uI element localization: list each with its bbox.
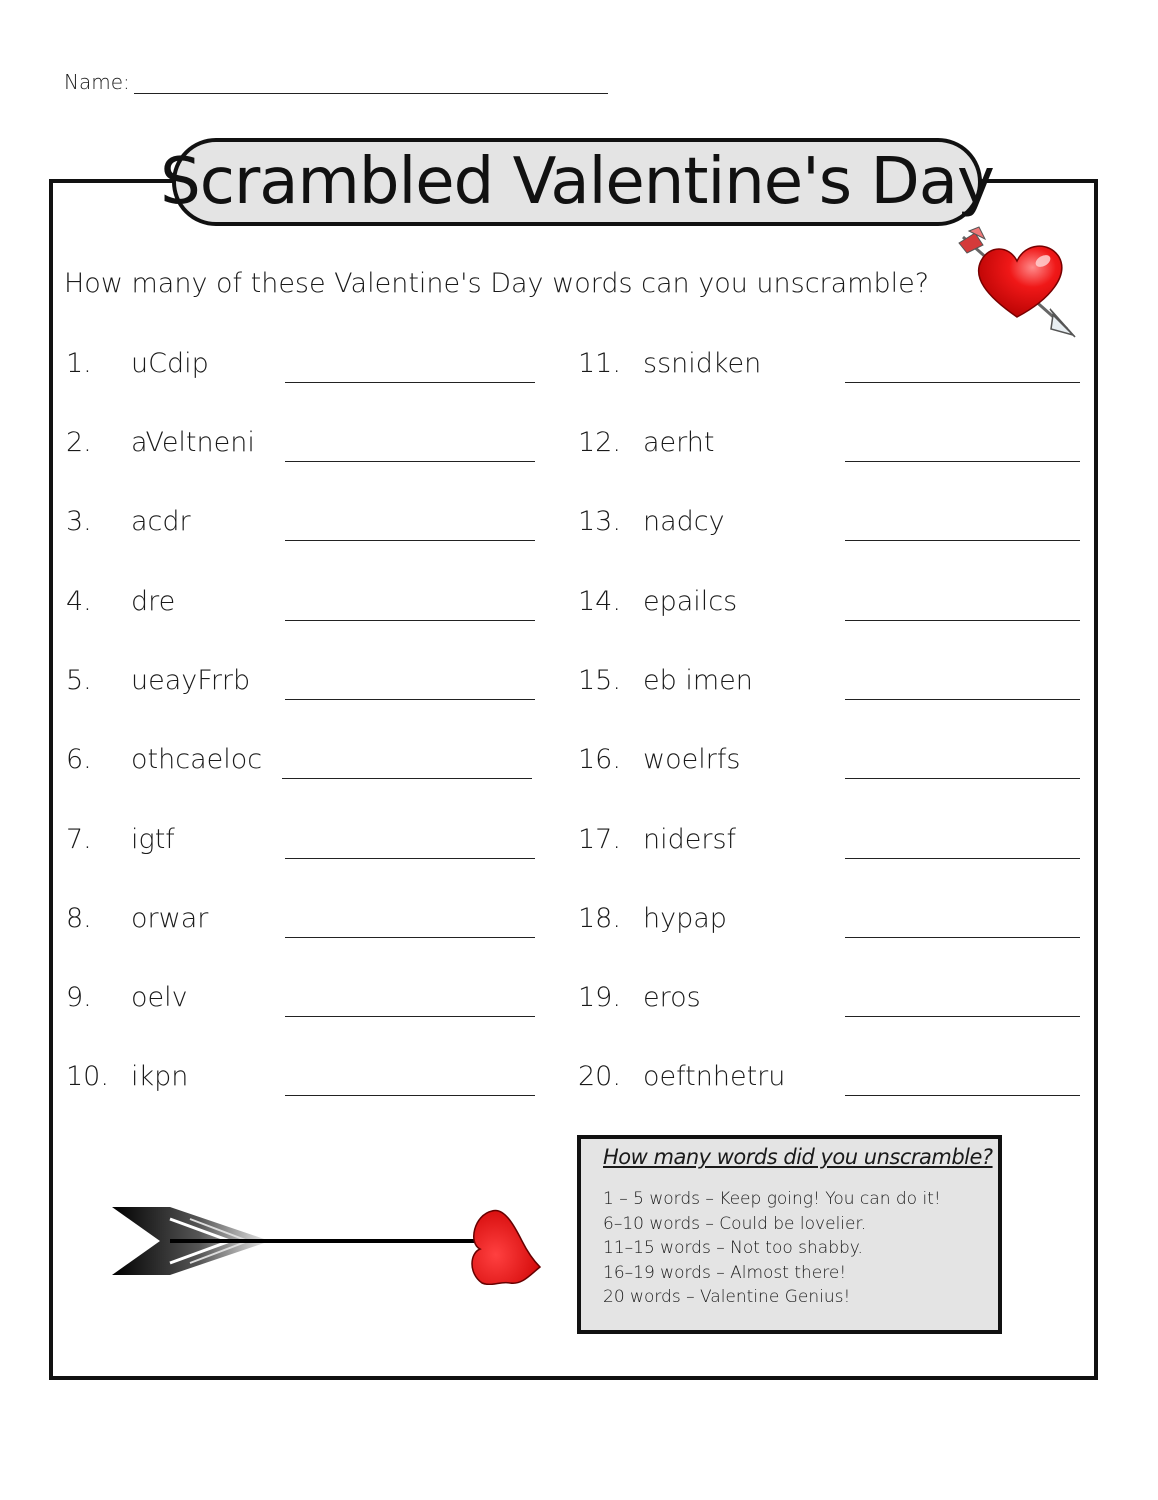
score-line: 16–19 words – Almost there! (603, 1262, 847, 1283)
scrambled-word: nidersf (643, 824, 737, 855)
item-number: 11. (578, 348, 621, 379)
item-number: 1. (66, 348, 92, 379)
answer-line[interactable] (845, 778, 1080, 779)
score-line: 1 – 5 words – Keep going! You can do it! (603, 1189, 941, 1209)
answer-line[interactable] (845, 858, 1080, 859)
answer-line[interactable] (845, 620, 1080, 621)
page-title: Scrambled Valentine's Day (160, 145, 994, 219)
answer-line[interactable] (285, 937, 535, 938)
list-item (578, 427, 1082, 467)
scrambled-word: ssnidken (643, 348, 762, 379)
list-item (578, 586, 1082, 626)
item-number: 10. (66, 1061, 109, 1092)
answer-line[interactable] (285, 1095, 535, 1096)
list-item (66, 348, 536, 388)
answer-line[interactable] (845, 1095, 1080, 1096)
answer-line[interactable] (285, 620, 535, 621)
answer-line[interactable] (845, 1016, 1080, 1017)
scrambled-word: acdr (131, 506, 191, 537)
heart-with-arrow-icon (955, 225, 1080, 343)
scrambled-word: ikpn (131, 1061, 189, 1092)
item-number: 12. (578, 427, 621, 458)
list-item (578, 982, 1082, 1022)
item-number: 20. (578, 1061, 621, 1092)
item-number: 6. (66, 744, 92, 775)
answer-line[interactable] (845, 699, 1080, 700)
scrambled-word: orwar (131, 903, 209, 934)
item-number: 5. (66, 665, 92, 696)
list-item (66, 824, 536, 864)
item-number: 15. (578, 665, 621, 696)
score-line: 11–15 words – Not too shabby. (603, 1238, 863, 1258)
scrambled-word: othcaeloc (131, 744, 263, 775)
list-item (578, 744, 1082, 784)
score-line: 20 words – Valentine Genius! (603, 1287, 851, 1307)
scrambled-word: nadcy (643, 506, 725, 537)
scrambled-word: epailcs (643, 586, 738, 617)
scrambled-word: woelrfs (643, 744, 741, 775)
list-item (578, 1061, 1082, 1101)
score-line: 6–10 words – Could be lovelier. (603, 1213, 867, 1234)
scrambled-word: oelv (131, 982, 188, 1013)
item-number: 8. (66, 903, 92, 934)
list-item (578, 824, 1082, 864)
answer-line[interactable] (845, 461, 1080, 462)
scrambled-word: ueayFrrb (131, 665, 251, 696)
list-item (578, 903, 1082, 943)
scrambled-word: eb imen (643, 665, 753, 696)
item-number: 16. (578, 744, 621, 775)
answer-line[interactable] (845, 382, 1080, 383)
score-box (577, 1135, 1002, 1334)
answer-line[interactable] (285, 858, 535, 859)
list-item (578, 348, 1082, 388)
list-item (66, 665, 536, 705)
score-title: How many words did you unscramble? (603, 1145, 993, 1169)
list-item (66, 903, 536, 943)
scrambled-word: dre (131, 586, 176, 617)
name-label: Name: (64, 70, 130, 94)
item-number: 18. (578, 903, 621, 934)
item-number: 3. (66, 506, 92, 537)
answer-line[interactable] (845, 540, 1080, 541)
list-item (66, 982, 536, 1022)
item-number: 7. (66, 824, 92, 855)
answer-line[interactable] (282, 778, 532, 779)
item-number: 17. (578, 824, 621, 855)
scrambled-word: uCdip (131, 348, 209, 379)
list-item (66, 1061, 536, 1101)
instructions: How many of these Valentine's Day words can you unscramble? (64, 268, 930, 299)
scrambled-word: oeftnhetru (643, 1061, 786, 1092)
item-number: 13. (578, 506, 621, 537)
item-number: 4. (66, 586, 92, 617)
scrambled-word: aVeltneni (131, 427, 255, 458)
answer-line[interactable] (845, 937, 1080, 938)
answer-line[interactable] (285, 1016, 535, 1017)
item-number: 9. (66, 982, 92, 1013)
item-number: 2. (66, 427, 92, 458)
answer-line[interactable] (285, 461, 535, 462)
list-item (66, 586, 536, 626)
title-banner (160, 138, 994, 226)
list-item (578, 665, 1082, 705)
list-item (66, 744, 536, 784)
list-item (66, 427, 536, 467)
answer-line[interactable] (285, 699, 535, 700)
name-input-line[interactable] (134, 93, 608, 94)
heart-arrow-icon (110, 1195, 550, 1285)
scrambled-word: aerht (643, 427, 715, 458)
list-item (66, 506, 536, 546)
name-field-row (64, 70, 130, 94)
answer-line[interactable] (285, 382, 535, 383)
item-number: 14. (578, 586, 621, 617)
scrambled-word: igtf (131, 824, 175, 855)
scrambled-word: hypap (643, 903, 727, 934)
item-number: 19. (578, 982, 621, 1013)
scrambled-word: eros (643, 982, 701, 1013)
list-item (578, 506, 1082, 546)
answer-line[interactable] (285, 540, 535, 541)
